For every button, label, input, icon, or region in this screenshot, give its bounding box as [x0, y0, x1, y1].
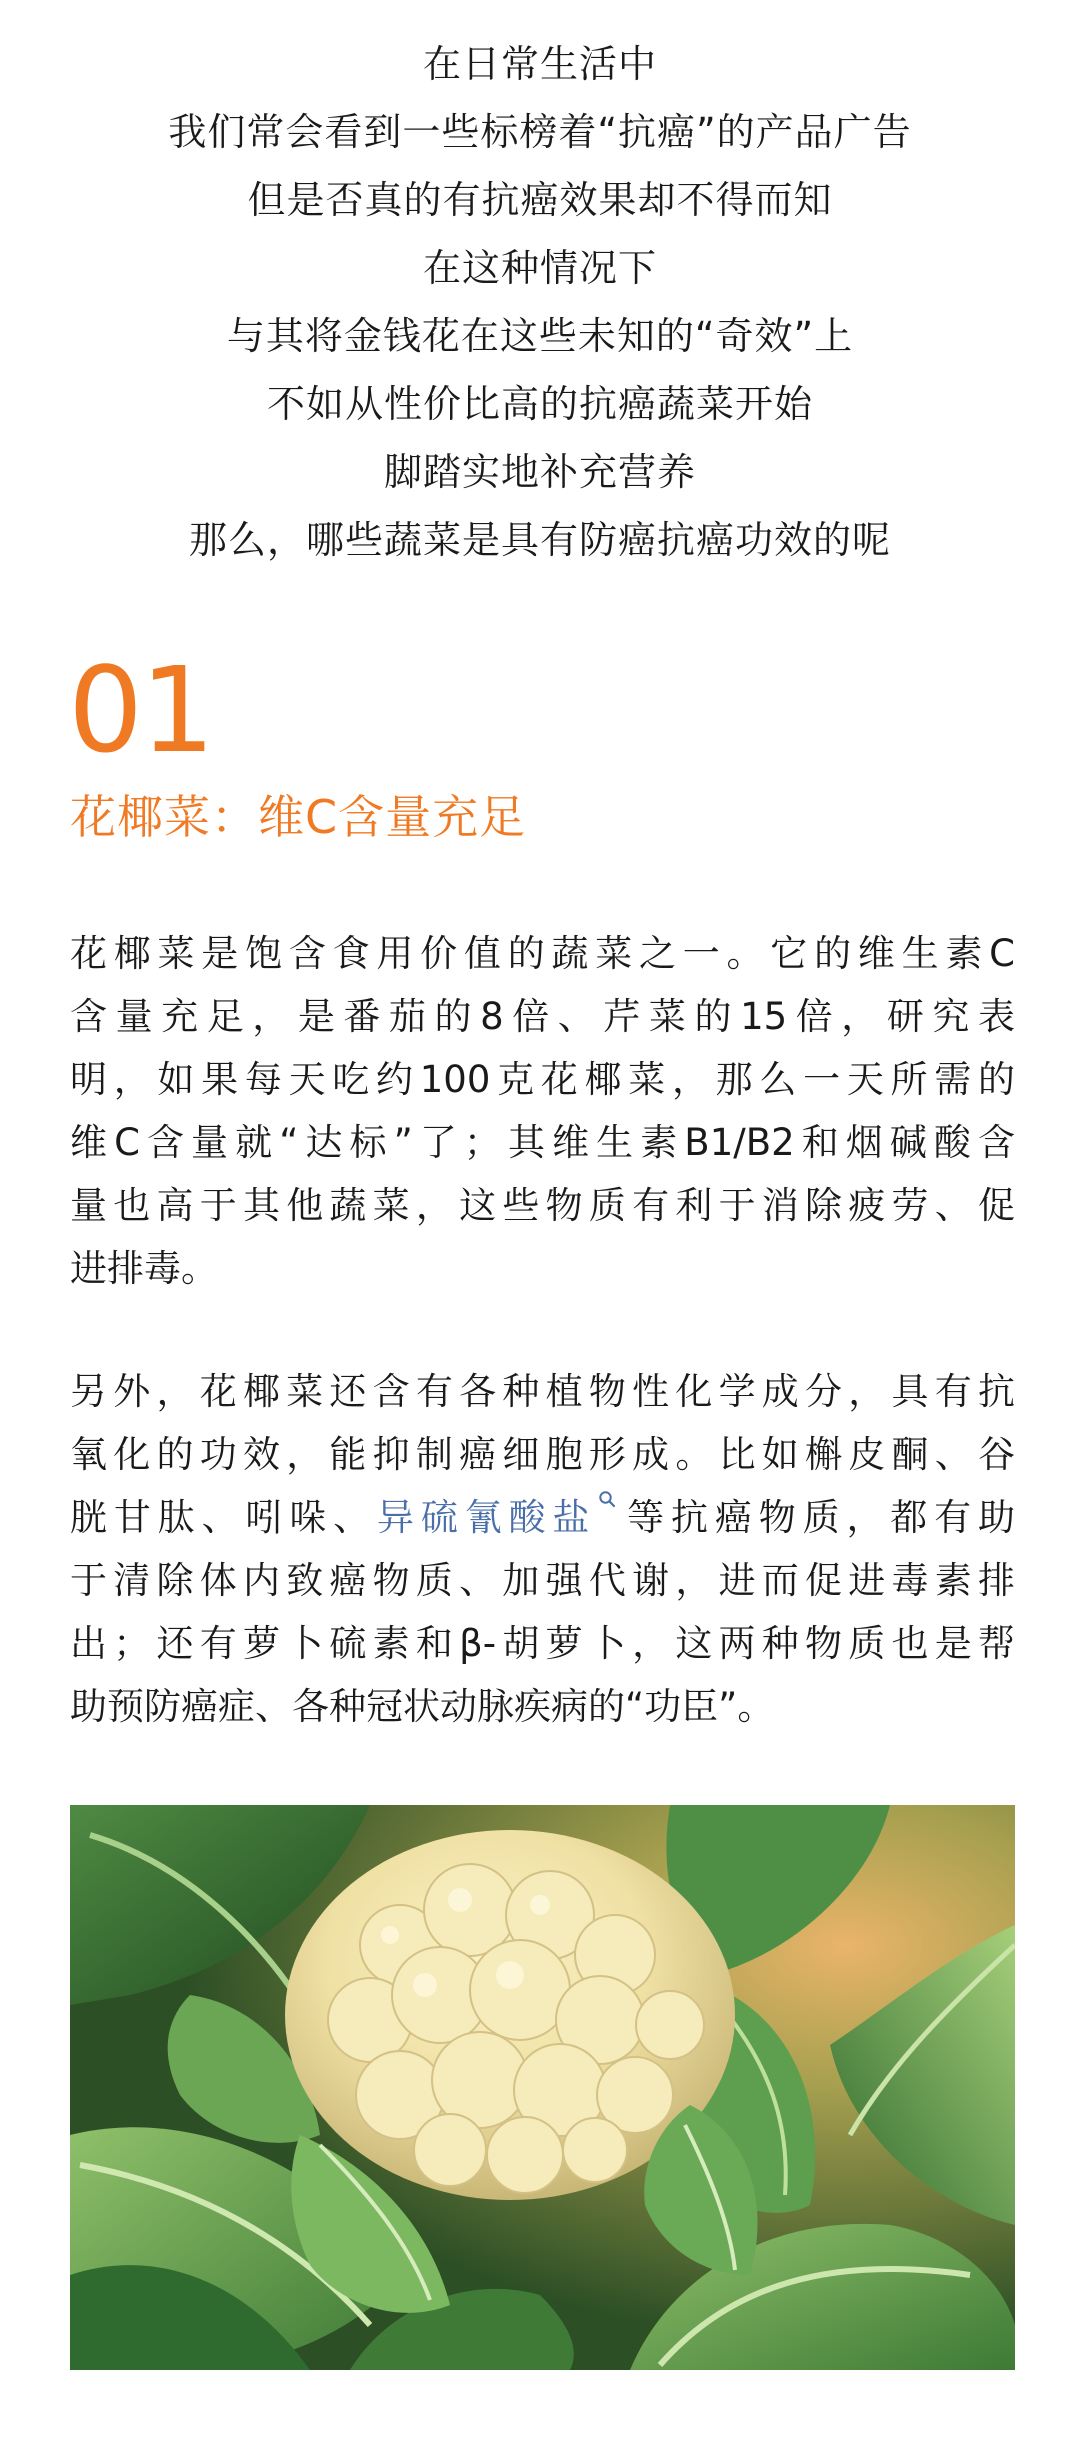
paragraph-line-with-link: [70, 1486, 1015, 1549]
paragraph-text: 胱甘肽、吲哚、: [70, 1496, 377, 1539]
paragraph-vitamin-c: [70, 922, 1015, 1300]
intro-line: 我们常会看到一些标榜着“抗癌”的产品广告: [168, 110, 912, 154]
paragraph-line: 于清除体内致癌物质、加强代谢，进而促进毒素排: [70, 1559, 1015, 1602]
section-title: 花椰菜：维C含量充足: [70, 790, 527, 844]
intro-line: 不如从性价比高的抗癌蔬菜开始: [266, 382, 813, 426]
cauliflower-photo: [70, 1805, 1015, 2370]
paragraph-line: 助预防癌症、各种冠状动脉疾病的“功臣”。: [70, 1685, 775, 1728]
paragraph-line: 含量充足，是番茄的8倍、芹菜的15倍，研究表: [70, 995, 1015, 1038]
keyword-search-link[interactable]: 异硫氰酸盐: [377, 1496, 597, 1539]
intro-line: 那么，哪些蔬菜是具有防癌抗癌功效的呢: [188, 518, 891, 562]
paragraph-line: 花椰菜是饱含食用价值的蔬菜之一。它的维生素C: [70, 932, 1015, 975]
paragraph-line: 量也高于其他蔬菜，这些物质有利于消除疲劳、促: [70, 1184, 1015, 1227]
intro-line: 但是否真的有抗癌效果却不得而知: [247, 178, 833, 222]
paragraph-line: 维C含量就“达标”了；其维生素B1/B2和烟碱酸含: [70, 1121, 1015, 1164]
cauliflower-illustration: [70, 1805, 1015, 2370]
intro-line: 与其将金钱花在这些未知的“奇效”上: [226, 314, 854, 358]
paragraph-line: 出；还有萝卜硫素和β-胡萝卜，这两种物质也是帮: [70, 1622, 1015, 1665]
paragraph-antioxidants: [70, 1360, 1015, 1738]
intro-line: 在日常生活中: [422, 42, 657, 86]
paragraph-line: 进排毒。: [70, 1247, 218, 1290]
intro-line: 脚踏实地补充营养: [383, 450, 696, 494]
paragraph-line: 明，如果每天吃约100克花椰菜，那么一天所需的: [70, 1058, 1015, 1101]
paragraph-line: 另外，花椰菜还含有各种植物性化学成分，具有抗: [70, 1370, 1015, 1413]
search-icon[interactable]: [598, 1490, 616, 1508]
intro-line: 在这种情况下: [422, 246, 657, 290]
section-number: 01: [68, 641, 213, 779]
paragraph-line: 氧化的功效，能抑制癌细胞形成。比如槲皮酮、谷: [70, 1433, 1015, 1476]
intro-text: [0, 30, 1080, 574]
paragraph-text: 等抗癌物质，都有助: [620, 1496, 1015, 1539]
